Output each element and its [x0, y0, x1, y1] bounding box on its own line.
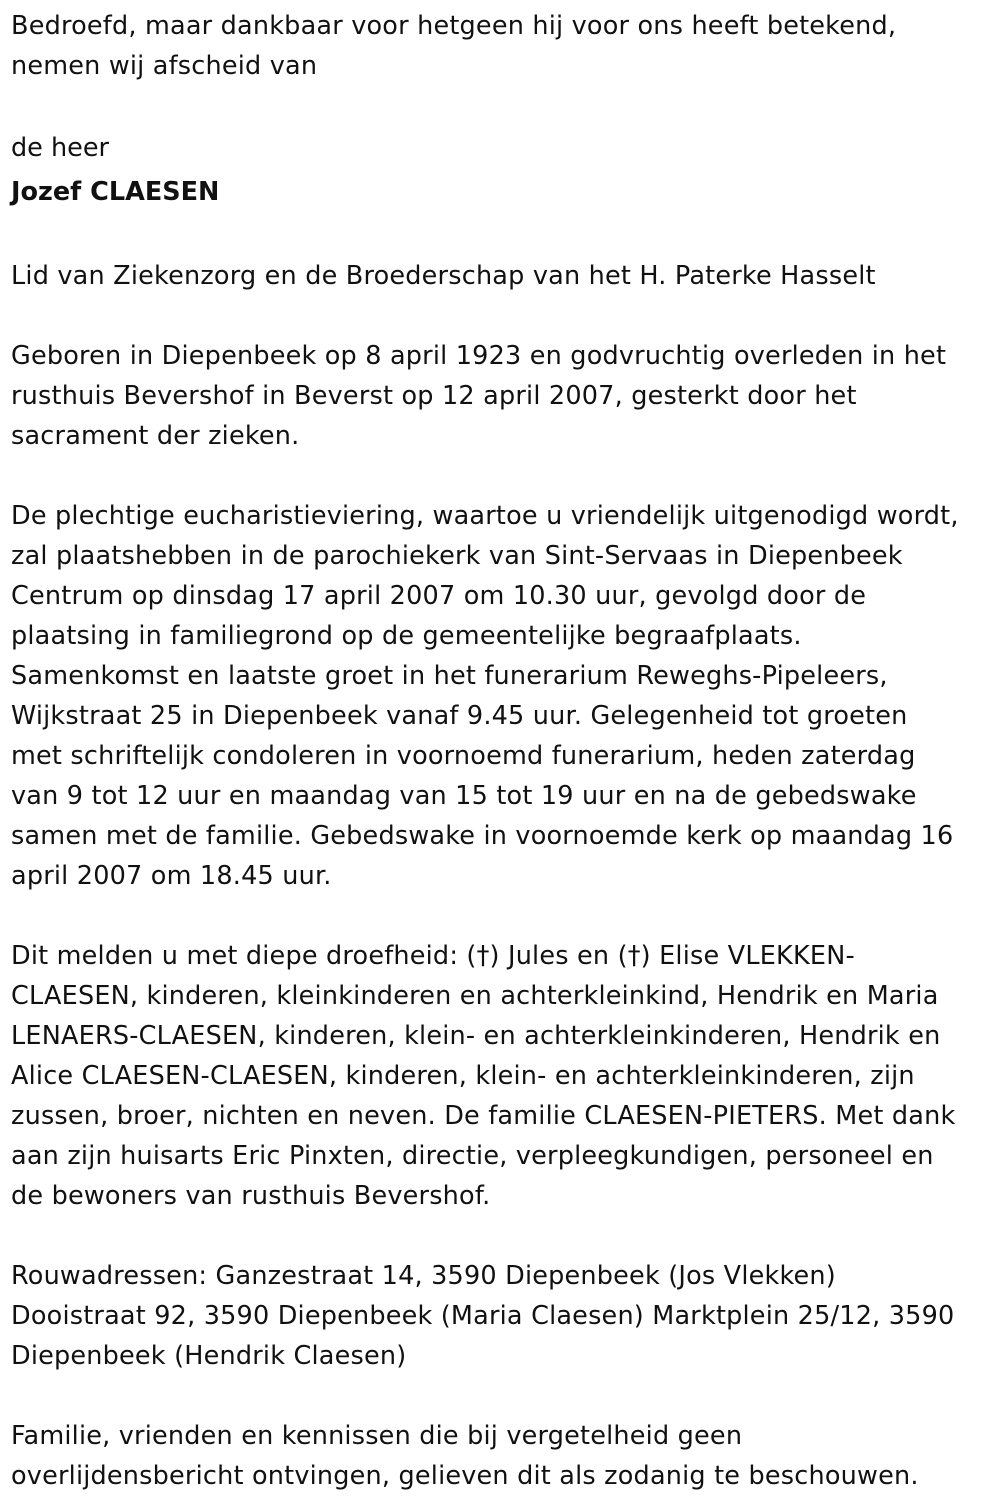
membership-text: Lid van Ziekenzorg en de Broederschap van het H. Paterke Hasselt: [11, 261, 876, 291]
spacer: [11, 456, 990, 496]
spacer: [11, 216, 990, 256]
spacer: [11, 86, 990, 126]
title-prefix: de heer: [11, 133, 110, 163]
ceremony-text: De plechtige eucharistieviering, waartoe u vriendelijk uitgenodigd wordt, zal plaatshebben in de parochiekerk van Sint-Servaas in Diepenbeek Centrum op dinsdag 17 april 2007 om 10.30 uur, gevolgd door de plaatsing in familiegrond op de gemeentelijke begraafplaats. Samenkomst en laatste groet in het funerarium Reweghs-Pipeleers, Wijkstraat 25 in Diepenbeek vanaf 9.45 uur. Gelegenheid tot groeten met schriftelijk condoleren in voornoemd funerarium, heden zaterdag van 9 tot 12 uur en maandag van 15 tot 19 uur en na de gebedswake samen met de familie. Gebedswake in voornoemde kerk op maandag 16 april 2007 om 18.45 uur.: [11, 501, 959, 891]
opening-text: Bedroefd, maar dankbaar voor hetgeen hij voor ons heeft betekend, nemen wij afscheid van: [11, 11, 897, 81]
spacer: [11, 1376, 990, 1416]
spacer: [11, 296, 990, 336]
addresses-text: Rouwadressen: Ganzestraat 14, 3590 Diepenbeek (Jos Vlekken) Dooistraat 92, 3590 Diepenbeek (Maria Claesen) Marktplein 25/12, 3590 Diepenbeek (Hendrik Claesen): [11, 1261, 955, 1371]
birth-death-text: Geboren in Diepenbeek op 8 april 1923 en godvruchtig overleden in het rusthuis Bevershof in Beverst op 12 april 2007, gesterkt door het sacrament der zieken.: [11, 341, 947, 451]
spacer: [11, 1216, 990, 1256]
deceased-name: Jozef CLAESEN: [11, 177, 220, 207]
spacer: [11, 896, 990, 936]
family-text: Dit melden u met diepe droefheid: (†) Jules en (†) Elise VLEKKEN- CLAESEN, kinderen, kleinkinderen en achterkleinkind, Hendrik en Maria LENAERS-CLAESEN, kinderen, klein- en achterkleinkinderen, Hendrik en Alice CLAESEN-CLAESEN, kinderen, klein- en achterkleinkinderen, zijn zussen, broer, nichten en neven. De familie CLAESEN-PIETERS. Met dank aan zijn huisarts Eric Pinxten, directie, verpleegkundigen, personeel en de bewoners van rusthuis Bevershof.: [11, 941, 956, 1211]
closing-text: Familie, vrienden en kennissen die bij vergetelheid geen overlijdensbericht ontvingen, gelieven dit als zodanig te beschouwen.: [11, 1421, 919, 1491]
